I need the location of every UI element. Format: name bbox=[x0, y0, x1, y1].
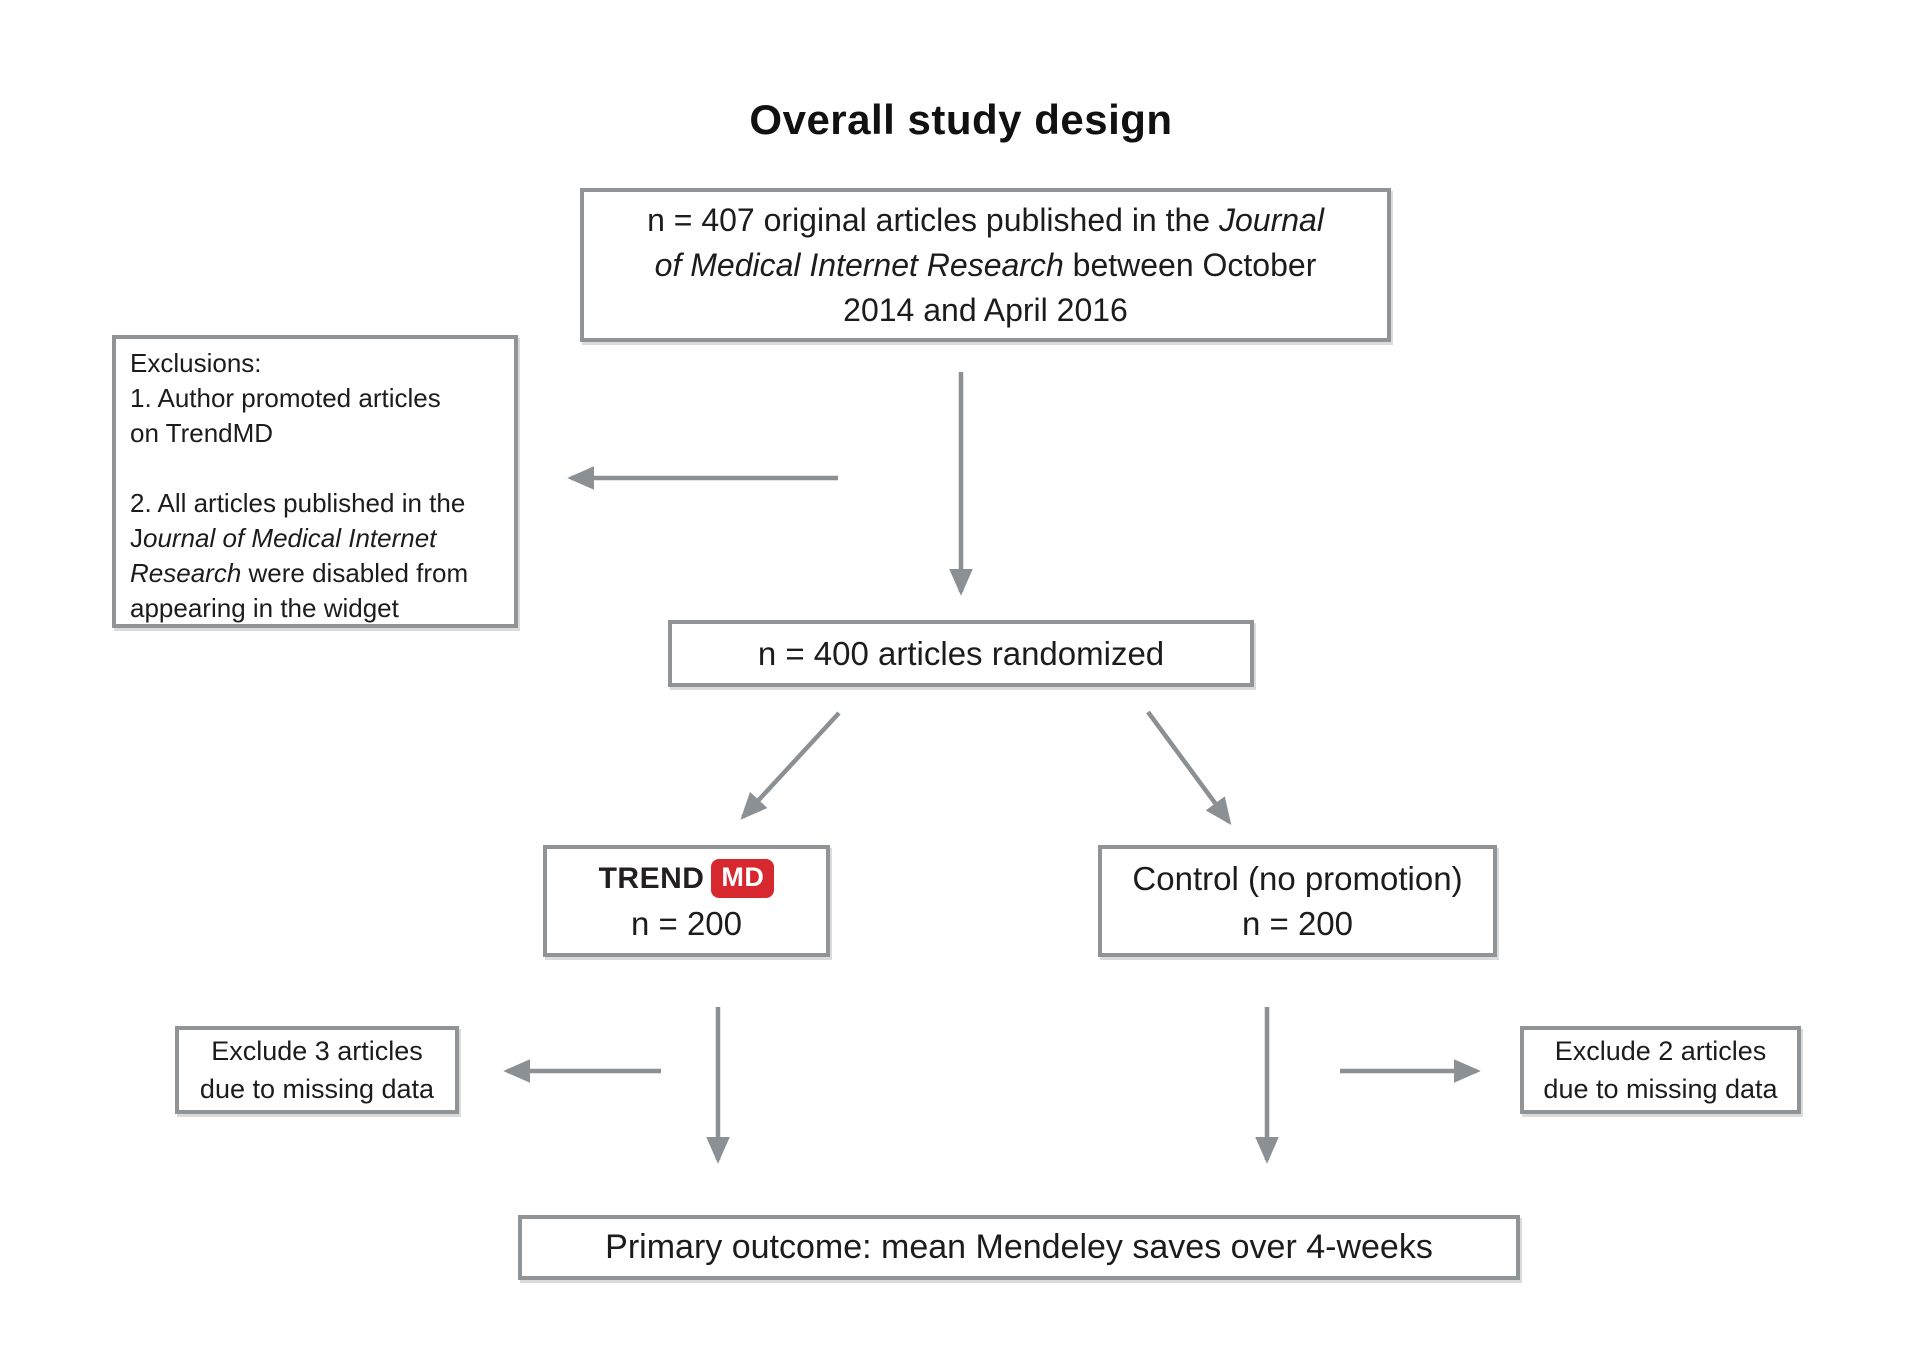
exclude-left-line-1: Exclude 3 articles bbox=[211, 1036, 423, 1066]
control-label: Control (no promotion) bbox=[1132, 860, 1463, 897]
exclusion-item-2-line-4: appearing in the widget bbox=[130, 593, 399, 623]
exclusion-item-2-line-1: 2. All articles published in the bbox=[130, 488, 466, 518]
source-line-2: of Medical Internet Research between October bbox=[654, 246, 1317, 283]
arrow-randomized-to-control bbox=[1148, 712, 1229, 822]
exclude-right-box bbox=[1520, 1026, 1801, 1114]
trendmd-arm-box bbox=[543, 845, 830, 957]
figure-title: Overall study design bbox=[749, 96, 1173, 143]
primary-outcome-label: Primary outcome: mean Mendeley saves over 4-weeks bbox=[605, 1228, 1433, 1266]
trendmd-logo bbox=[599, 859, 775, 898]
source-line-3: 2014 and April 2016 bbox=[843, 291, 1128, 328]
exclude-right-line-2: due to missing data bbox=[1543, 1074, 1778, 1104]
exclusion-item-2-line-2: Journal of Medical Internet bbox=[130, 523, 437, 553]
exclusions-spacer bbox=[130, 451, 500, 486]
exclusion-item-1-line-1: 1. Author promoted articles bbox=[130, 383, 441, 413]
primary-outcome-box bbox=[518, 1215, 1520, 1280]
source-line-1: n = 407 original articles published in the Journal bbox=[647, 201, 1324, 238]
control-arm-box bbox=[1098, 845, 1497, 957]
exclusion-item-2-line-3: Research were disabled from bbox=[130, 558, 469, 588]
control-count: n = 200 bbox=[1241, 905, 1354, 942]
exclude-left-box bbox=[175, 1026, 459, 1114]
trendmd-logo-md-badge: MD bbox=[711, 859, 774, 898]
exclusions-heading: Exclusions: bbox=[130, 348, 262, 378]
exclusions-box bbox=[112, 335, 518, 628]
exclude-left-line-2: due to missing data bbox=[199, 1074, 435, 1104]
exclusion-item-1-line-2: on TrendMD bbox=[130, 418, 274, 448]
arrow-randomized-to-trendmd bbox=[743, 713, 839, 817]
exclude-right-line-1: Exclude 2 articles bbox=[1554, 1036, 1767, 1066]
randomized-label: n = 400 articles randomized bbox=[757, 634, 1165, 672]
trendmd-count: n = 200 bbox=[630, 905, 743, 942]
trendmd-logo-trend-text: TREND bbox=[598, 861, 705, 895]
source-articles-box bbox=[580, 188, 1391, 342]
randomized-box bbox=[668, 620, 1254, 687]
